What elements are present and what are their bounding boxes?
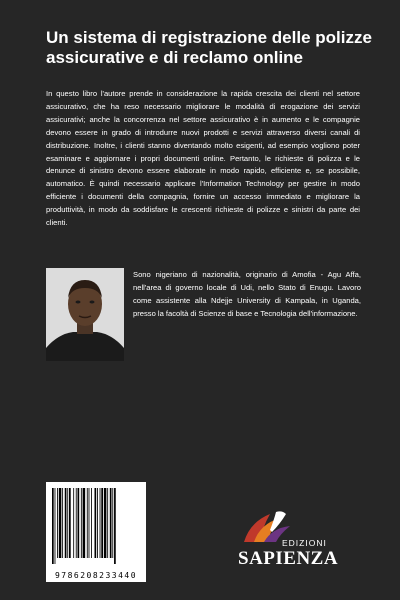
book-blurb: In questo libro l'autore prende in considerazione la rapida crescita dei clienti nel settore assicurativo, che ha reso necessario migliorare le modalità di erogazione dei servizi assicurativi; anche la concorrenza nel settore assicurativo è in aumento e le compagnie devono essere in grado di introdurre nuovi prodotti e servizi attraverso diversi canali di distribuzione. Inoltre, i clienti stanno diventando molto esigenti, ad esempio vogliono poter esaminare e aggiornare i propri documenti online. Pertanto, le richieste di polizza e le denunce di sinistro devono essere elaborate in modo rapido, efficiente e, se possibile, automatico. È quindi necessario applicare l'Information Technology per gestire in modo efficiente i documenti della compagnia, fornire un accesso immediato e migliorare la produttività, in modo da soddisfare le crescenti richieste di polizze e sinistri da parte dei clienti. [46,89,360,228]
barcode-bar [114,488,116,564]
barcode-bar [69,488,71,558]
author-bio: Sono nigeriano di nazionalità, originario di Amofia - Agu Affa, nell'area di governo locale di Udi, nello Stato di Enugu. Lavoro come assistente alla Ndejje University di Kampala, in Uganda, presso la facoltà di Scienze di base e Tecnologia dell'informazione. [133,270,361,318]
barcode-bar [81,488,82,558]
barcode-bars [50,488,142,564]
barcode-bar [97,488,98,558]
barcode-bar [101,488,103,558]
author-portrait-image [46,268,124,361]
barcode-bar [112,488,113,558]
barcode-bar [52,488,54,564]
barcode-bar [73,488,74,558]
isbn-barcode [46,482,146,582]
barcode-bar [107,488,108,558]
barcode-bar [89,488,90,558]
barcode-bar [110,488,112,558]
barcode-bar [57,488,58,558]
barcode-bar [62,488,63,558]
publisher-edizioni-label: EDIZIONI [282,538,327,548]
barcode-bar [104,488,107,558]
barcode-bar [87,488,88,558]
barcode-bar [83,488,86,558]
author-photo [46,268,124,361]
barcode-digits: 9786208233440 [54,571,138,580]
barcode-bar [55,488,56,564]
barcode-bar [78,488,80,558]
barcode-bar [91,488,92,558]
barcode-bar [65,488,67,558]
book-title: Un sistema di registrazione delle polizze assicurative e di reclamo online [46,28,372,67]
publisher-logo [232,508,352,578]
barcode-bar [67,488,68,558]
barcode-bar [100,488,101,558]
publisher-name: SAPIENZA [238,548,339,569]
barcode-bar [95,488,97,558]
barcode-bar [76,488,77,558]
barcode-bar [59,488,62,558]
